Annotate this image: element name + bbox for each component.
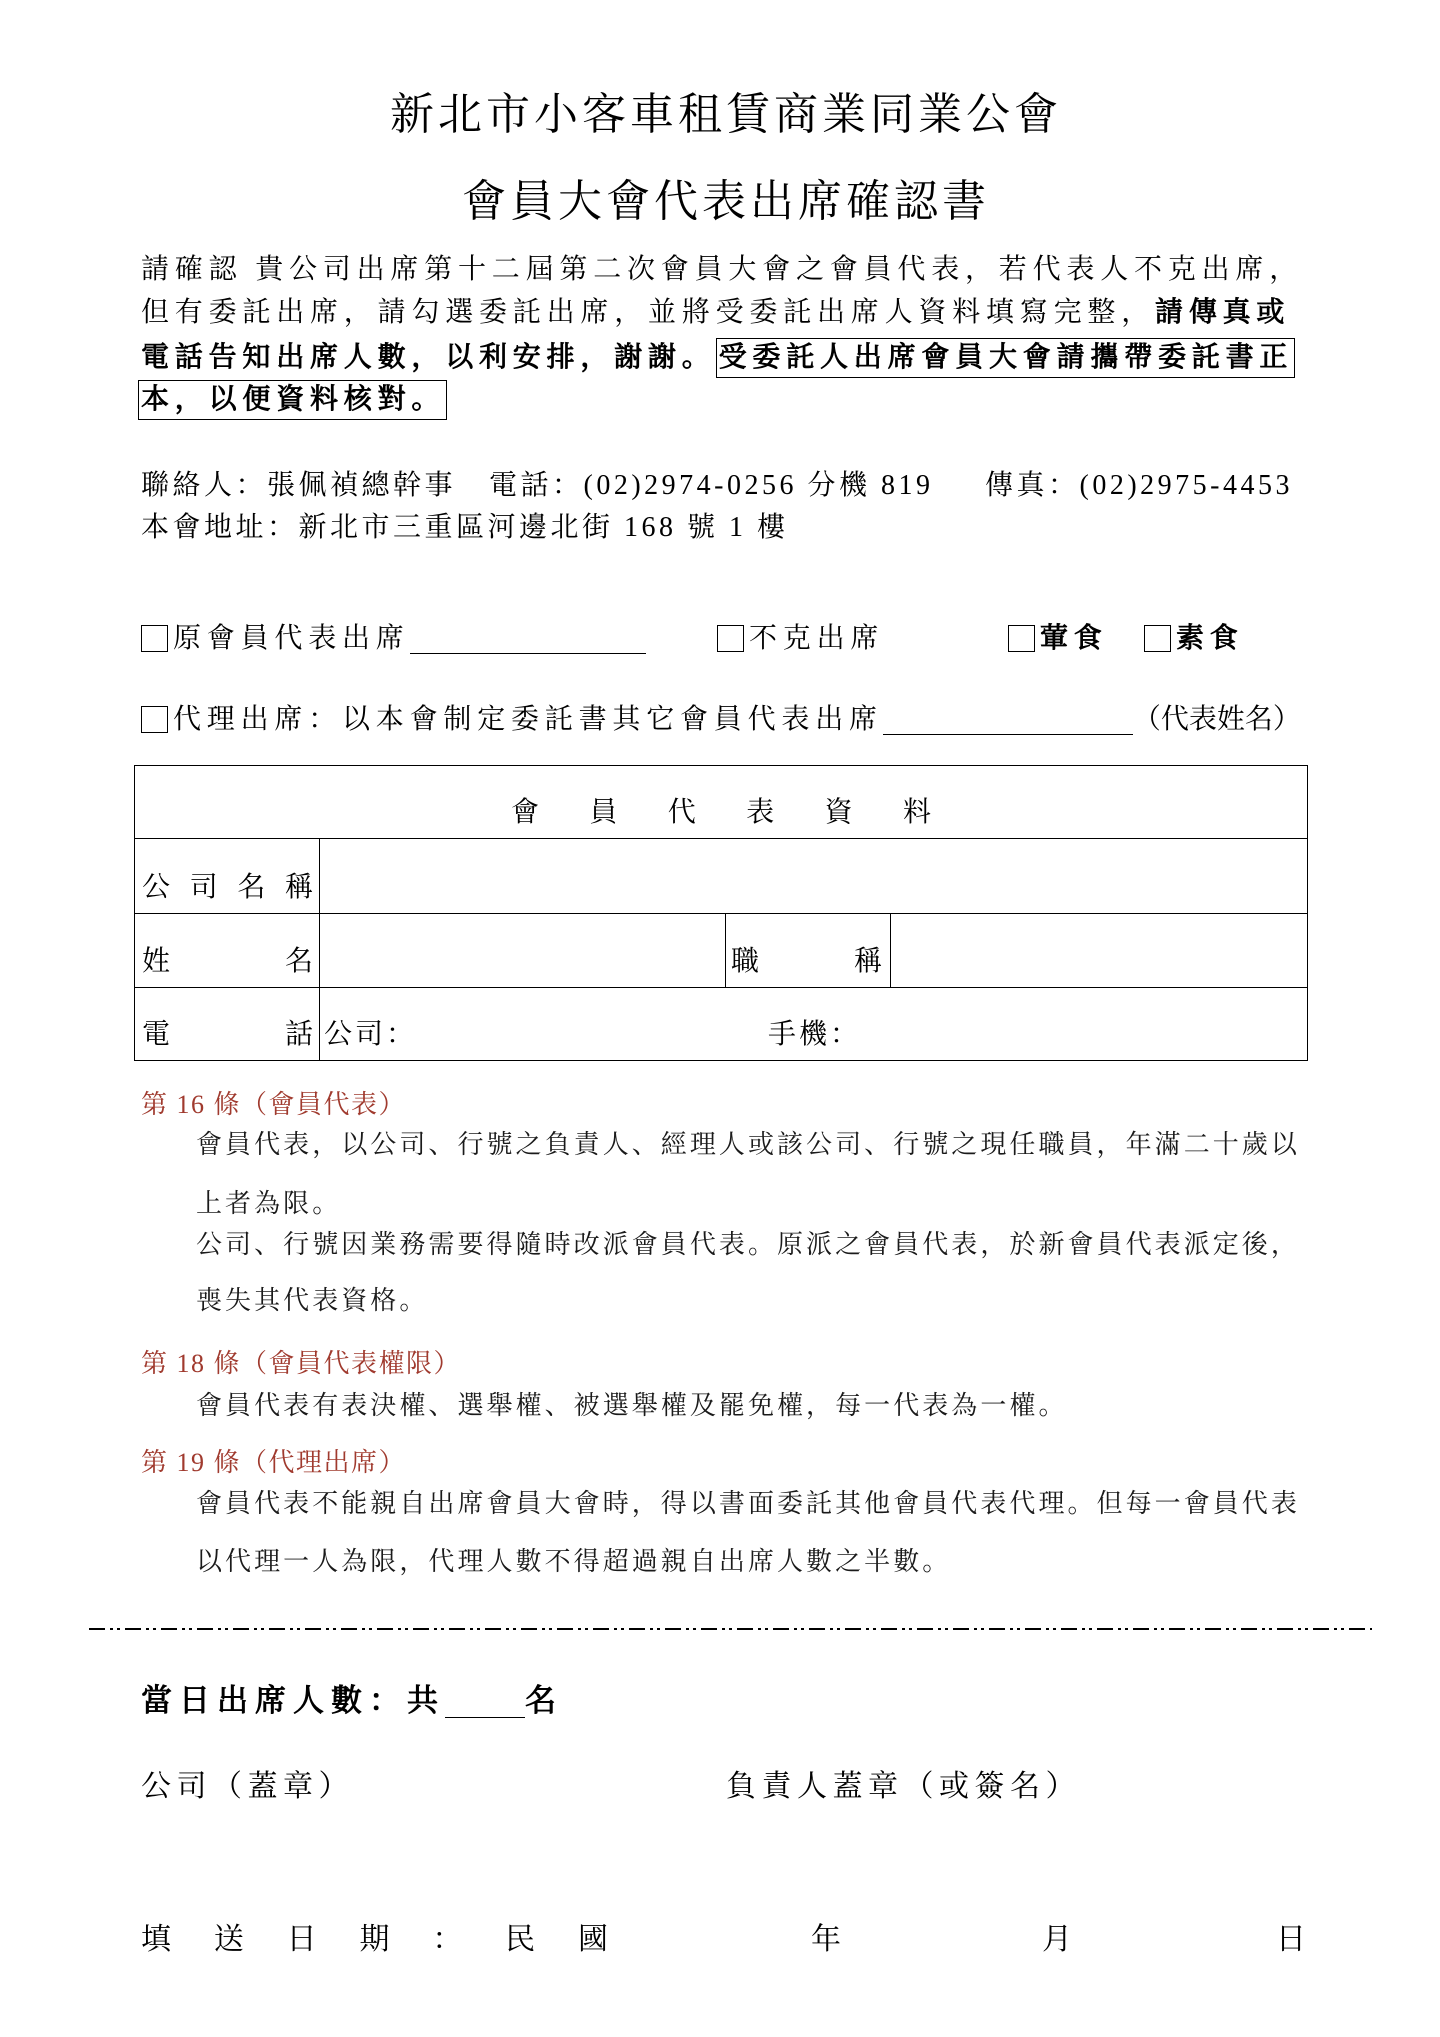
name-label (135, 945, 319, 979)
cut-line-divider (89, 1622, 1372, 1636)
intro-bold-text: 請傳真或 (1155, 297, 1291, 328)
vegetarian-meal-checkbox[interactable] (1144, 625, 1171, 652)
spread-char: 員 (589, 797, 618, 828)
original-rep-name-blank[interactable] (410, 653, 646, 654)
spread-char: 料 (902, 797, 931, 828)
company-phone-label: 公司： (324, 1019, 418, 1050)
attendance-count (141, 1681, 563, 1721)
attendance-count-suffix: 名 (525, 1683, 563, 1718)
proxy-suffix: （代表姓名） (1132, 704, 1301, 735)
article-16-text: 會員代表，以公司、行號之負責人、經理人或該公司、行號之現任職員，年滿二十歲以 (196, 1130, 1300, 1160)
spread-char: 代 (667, 797, 696, 828)
phone-label (135, 1018, 319, 1052)
boxed-notice: 受委託人出席會員大會請攜帶委託書正 (716, 338, 1296, 378)
spread-char: 名 (284, 946, 313, 977)
spread-char: 民 (505, 1923, 536, 1956)
intro-line-2 (141, 295, 1290, 331)
table-row (135, 839, 1308, 914)
article-16-text: 喪失其代表資格。 (196, 1286, 429, 1316)
spread-char: 司 (189, 872, 218, 903)
company-seal-label: 公司（蓋章） (141, 1770, 354, 1803)
company-name-label-cell (135, 839, 320, 914)
responsible-seal-label: 負責人蓋章（或簽名） (726, 1770, 1081, 1803)
association-address: 本會地址：新北市三重區河邊北街 168 號 1 樓 (141, 512, 789, 543)
option-vegetarian-meal (1144, 621, 1244, 657)
attendance-count-blank[interactable] (445, 1717, 525, 1718)
vegetarian-meal-label: 素食 (1176, 623, 1244, 654)
spread-char: 國 (577, 1923, 608, 1956)
name-label-cell (135, 914, 320, 988)
proxy-checkbox[interactable] (141, 706, 168, 733)
spread-char: 話 (284, 1019, 313, 1050)
representative-info-table (134, 765, 1308, 1061)
contact-person: 聯絡人：張佩禎總幹事 (141, 470, 457, 501)
option-proxy (141, 702, 1301, 738)
intro-line-1: 請確認 貴公司出席第十二屆第二次會員大會之會員代表，若代表人不克出席， (141, 254, 1304, 285)
absent-label: 不克出席 (749, 623, 885, 654)
company-name-field[interactable] (320, 839, 1308, 914)
table-row (135, 914, 1308, 988)
article-16-heading: 第 16 條（會員代表） (141, 1090, 407, 1119)
mobile-label: 手機： (768, 1019, 862, 1050)
article-16-text: 上者為限。 (196, 1189, 342, 1219)
spread-char: 表 (746, 797, 775, 828)
company-name-label (135, 871, 319, 905)
meat-meal-checkbox[interactable] (1008, 625, 1035, 652)
original-rep-label: 原會員代表出席 (173, 623, 410, 654)
table-title-cell (135, 766, 1308, 839)
date-year-label: 年 (811, 1923, 841, 1956)
submission-date-label (141, 1920, 608, 1960)
job-title-field[interactable] (891, 914, 1308, 988)
spread-char: 姓 (142, 946, 171, 977)
spread-char: 名 (237, 872, 266, 903)
option-meat-meal (1008, 621, 1108, 657)
table-title (511, 796, 931, 830)
intro-line-3 (141, 338, 1295, 378)
contact-fax: 傳真：(02)2975-4453 (985, 470, 1293, 501)
spread-char: 填 (141, 1923, 171, 1956)
spread-char: 稱 (284, 872, 313, 903)
proxy-label: 代理出席：以本會制定委託書其它會員代表出席 (173, 704, 883, 735)
spread-char: ： (432, 1923, 463, 1956)
date-day-label: 日 (1276, 1923, 1306, 1956)
form-title: 會員大會代表出席確認書 (462, 177, 990, 226)
spread-char: 會 (511, 797, 540, 828)
article-19-heading: 第 19 條（代理出席） (141, 1448, 407, 1477)
article-19-text: 會員代表不能親自出席會員大會時，得以書面委託其他會員代表代理。但每一會員代表 (196, 1489, 1300, 1519)
attendance-count-prefix: 當日出席人數：共 (141, 1683, 445, 1718)
spread-char: 公 (142, 872, 171, 903)
article-16-text: 公司、行號因業務需要得隨時改派會員代表。原派之會員代表，於新會員代表派定後， (196, 1230, 1300, 1260)
article-18-text: 會員代表有表決權、選舉權、被選舉權及罷免權，每一代表為一權。 (196, 1391, 1068, 1421)
article-19-text: 以代理一人為限，代理人數不得超過親自出席人數之半數。 (196, 1547, 952, 1577)
table-row (135, 988, 1308, 1061)
date-month-label: 月 (1042, 1923, 1072, 1956)
association-title: 新北市小客車租賃商業同業公會 (390, 90, 1062, 139)
spread-char: 期 (359, 1923, 390, 1956)
spread-char: 送 (213, 1923, 244, 1956)
original-rep-checkbox[interactable] (141, 625, 168, 652)
absent-checkbox[interactable] (717, 625, 744, 652)
boxed-notice: 本，以便資料核對。 (138, 380, 447, 420)
spread-char: 職 (731, 946, 760, 977)
proxy-name-blank[interactable] (883, 734, 1133, 735)
option-original-rep (141, 621, 646, 657)
phone-field[interactable] (320, 988, 1308, 1061)
article-18-heading: 第 18 條（會員代表權限） (141, 1349, 462, 1378)
phone-label-cell (135, 988, 320, 1061)
spread-char: 稱 (853, 946, 882, 977)
option-absent (717, 621, 884, 657)
intro-line-4 (138, 380, 447, 420)
table-row (135, 766, 1308, 839)
spread-char: 日 (286, 1923, 317, 1956)
name-field[interactable] (320, 914, 726, 988)
spread-char: 資 (824, 797, 853, 828)
intro-text: 但有委託出席，請勾選委託出席，並將受委託出席人資料填寫完整， (141, 297, 1156, 328)
contact-phone: 電話：(02)2974-0256 分機 819 (489, 470, 934, 501)
job-title-label (726, 945, 890, 979)
job-title-label-cell (726, 914, 891, 988)
intro-bold-text: 電話告知出席人數，以利安排，謝謝。 (141, 342, 716, 373)
meat-meal-label: 葷食 (1040, 623, 1108, 654)
spread-char: 電 (142, 1019, 171, 1050)
